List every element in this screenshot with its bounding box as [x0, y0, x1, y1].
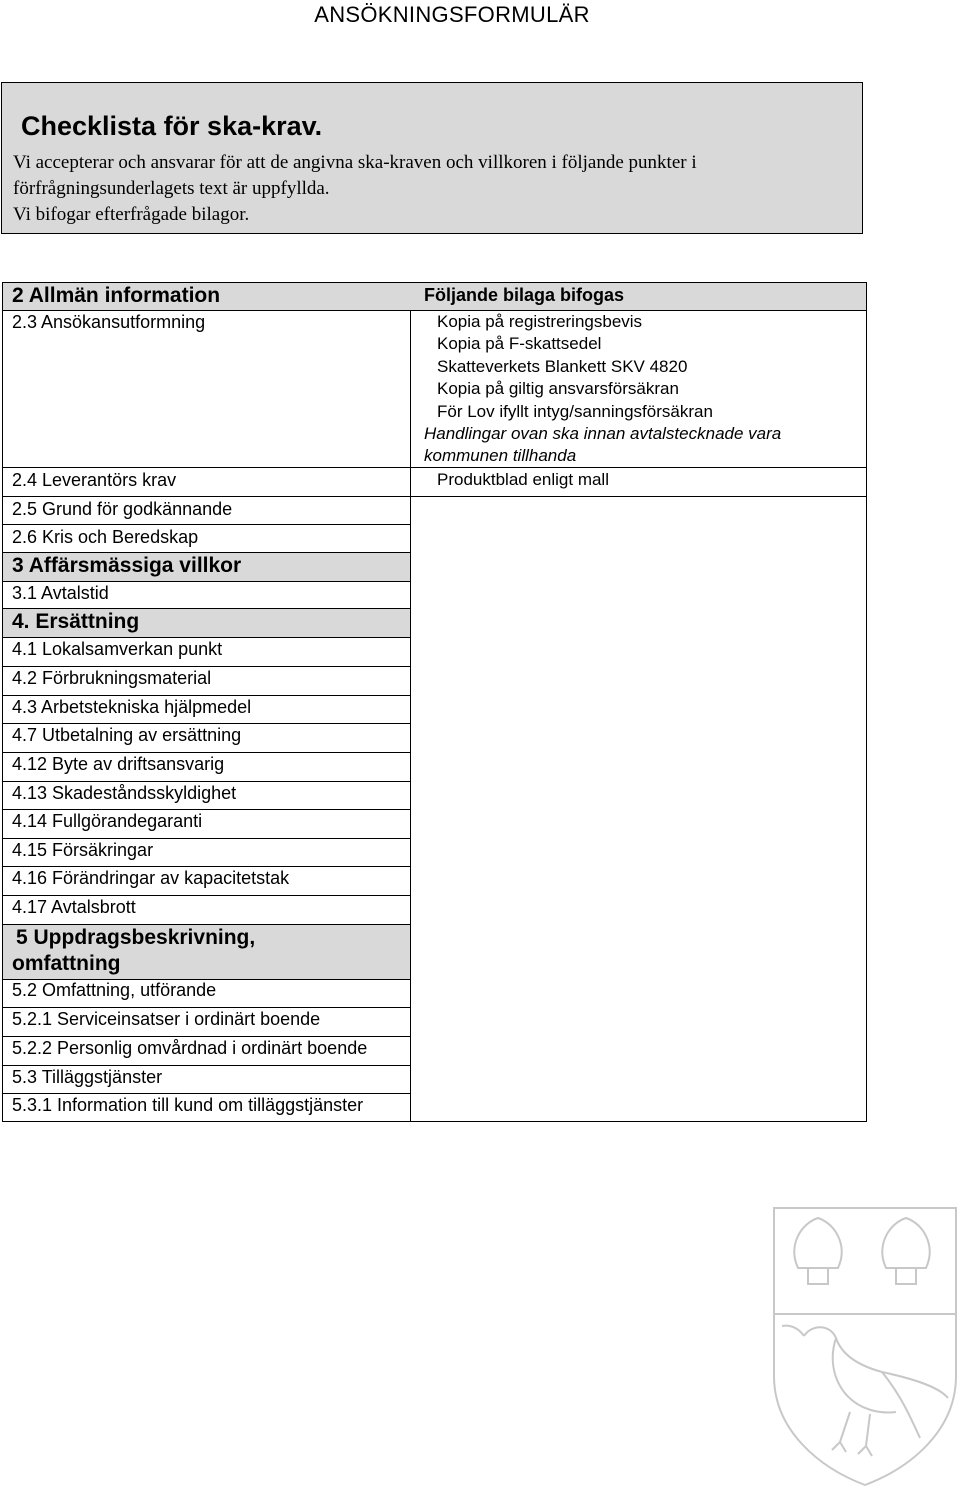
- item-label: 3.1 Avtalstid: [12, 583, 109, 603]
- item-label: 2.4 Leverantörs krav: [12, 470, 177, 490]
- table-row: [2, 724, 411, 753]
- item-label: 5.3.1 Information till kund om tilläggstjänster: [12, 1095, 364, 1115]
- item-label: 2.3 Ansökansutformning: [12, 312, 206, 332]
- item-label: 5.2.2 Personlig omvårdnad i ordinärt boende: [12, 1038, 368, 1058]
- section-4-header-row: [2, 609, 411, 638]
- table-row: [2, 782, 411, 810]
- section-4-title: 4. Ersättning: [12, 610, 140, 633]
- intro-line: Vi accepterar och ansvarar för att de angivna ska-kraven och villkoren i följande punkter i: [13, 152, 697, 173]
- item-label: 5.2.1 Serviceinsatser i ordinärt boende: [12, 1009, 321, 1029]
- item-label: 4.2 Förbrukningsmaterial: [12, 668, 212, 688]
- table-row: [2, 980, 411, 1008]
- table-row: [2, 753, 411, 782]
- table-row: [2, 867, 411, 896]
- table-row: [2, 638, 411, 667]
- table-row: [2, 1066, 411, 1094]
- document-title: ANSÖKNINGSFORMULÄR: [314, 2, 590, 27]
- attachment-item: Produktblad enligt mall: [437, 470, 609, 489]
- section-5-title: 5 Uppdragsbeskrivning,: [16, 926, 256, 949]
- table-row-2-3: [2, 311, 867, 468]
- checklist-heading: Checklista för ska-krav.: [21, 111, 323, 141]
- table-row: [2, 696, 411, 724]
- table-row: [2, 497, 411, 525]
- table-row: [2, 1037, 411, 1066]
- section-5-header-row: [2, 925, 411, 980]
- coat-of-arms-watermark-icon: [770, 1206, 960, 1487]
- table-row: [2, 667, 411, 696]
- intro-text: [13, 150, 858, 228]
- item-label: 4.13 Skadeståndsskyldighet: [12, 783, 237, 803]
- item-label: 4.14 Fullgörandegaranti: [12, 811, 203, 831]
- attachment-item: Kopia på F-skattsedel: [437, 334, 602, 353]
- table-row-2-4: [2, 468, 867, 497]
- section-2-header-row: [2, 282, 867, 311]
- section-5-title-cont: omfattning: [12, 952, 121, 975]
- attachment-item: Kopia på registreringsbevis: [437, 312, 643, 331]
- intro-line: Vi bifogar efterfrågade bilagor.: [13, 204, 250, 225]
- attachment-item: Skatteverkets Blankett SKV 4820: [437, 357, 688, 376]
- checklist-table: [2, 282, 869, 1122]
- table-row: [2, 582, 411, 609]
- item-label: 2.6 Kris och Beredskap: [12, 527, 199, 547]
- attachment-column-empty: [409, 497, 867, 1122]
- item-label: 2.5 Grund för godkännande: [12, 499, 233, 519]
- item-label: 4.15 Försäkringar: [12, 840, 154, 860]
- item-label: 4.17 Avtalsbrott: [12, 897, 136, 917]
- table-row: [2, 1094, 411, 1122]
- table-row: [2, 810, 411, 839]
- item-label: 4.3 Arbetstekniska hjälpmedel: [12, 697, 252, 717]
- table-row: [2, 525, 411, 553]
- item-label: 4.7 Utbetalning av ersättning: [12, 725, 242, 745]
- attachment-note: kommunen tillhanda: [424, 446, 577, 465]
- attachment-item: För Lov ifyllt intyg/sanningsförsäkran: [437, 402, 713, 421]
- item-label: 4.1 Lokalsamverkan punkt: [12, 639, 223, 659]
- intro-line: förfrågningsunderlagets text är uppfyllda.: [13, 178, 330, 199]
- item-label: 5.3 Tilläggstjänster: [12, 1067, 163, 1087]
- table-row: [2, 1008, 411, 1037]
- section-3-title: 3 Affärsmässiga villkor: [12, 554, 242, 577]
- table-row: [2, 896, 411, 925]
- section-2-title: 2 Allmän information: [12, 284, 221, 307]
- intro-box: [1, 82, 863, 234]
- item-label: 4.16 Förändringar av kapacitetstak: [12, 868, 290, 888]
- section-3-header-row: [2, 553, 411, 582]
- attachment-column-header: Följande bilaga bifogas: [424, 285, 625, 305]
- attachment-item: Kopia på giltig ansvarsförsäkran: [437, 379, 679, 398]
- table-row: [2, 839, 411, 867]
- attachment-note: Handlingar ovan ska innan avtalstecknade vara: [424, 424, 782, 443]
- item-label: 4.12 Byte av driftsansvarig: [12, 754, 225, 774]
- item-label: 5.2 Omfattning, utförande: [12, 980, 217, 1000]
